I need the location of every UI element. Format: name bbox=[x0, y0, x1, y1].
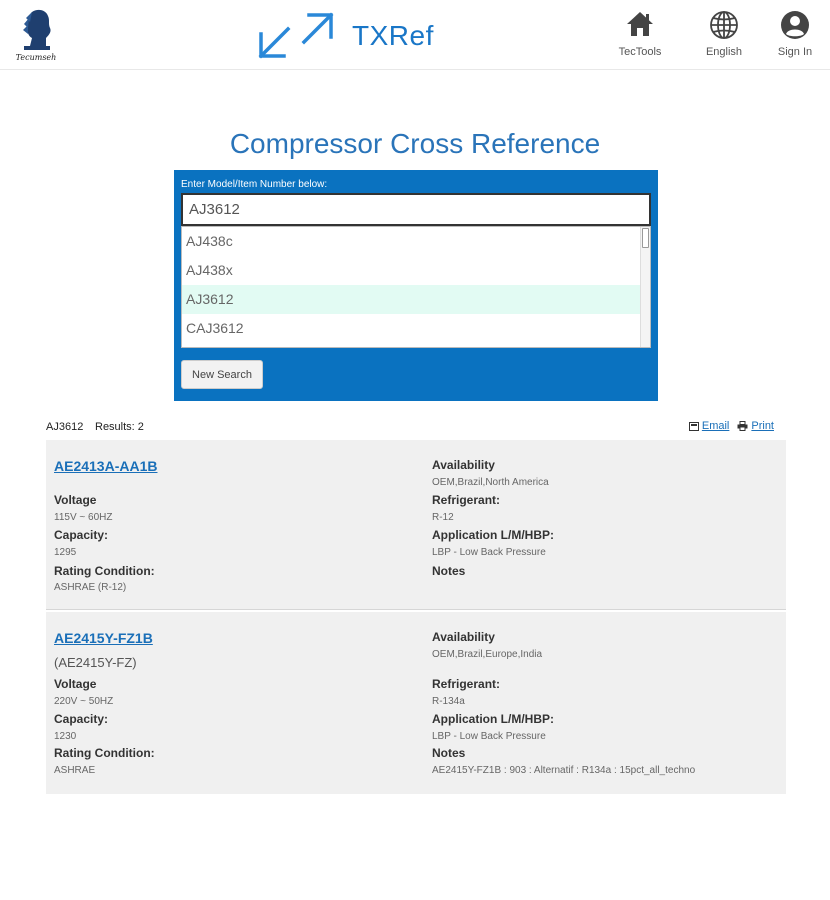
nav-tectools[interactable] bbox=[610, 10, 670, 62]
availability-label: Availability bbox=[432, 630, 495, 644]
refrigerant-label: Refrigerant: bbox=[432, 677, 501, 691]
nav-label-sign-in: Sign In bbox=[777, 46, 813, 58]
result-card bbox=[46, 440, 786, 610]
suggestion-item[interactable]: CAJ3612 bbox=[186, 320, 244, 336]
voltage-value: 220V ~ 50HZ bbox=[54, 696, 114, 707]
tecumseh-wordmark: Tecumseh bbox=[15, 53, 57, 62]
application-value: LBP - Low Back Pressure bbox=[432, 731, 546, 742]
suggestion-scrollbar[interactable] bbox=[640, 227, 650, 347]
results-count: Results: 2 bbox=[95, 421, 144, 433]
search-panel bbox=[174, 170, 658, 401]
voltage-label: Voltage bbox=[54, 493, 97, 507]
nav-sign-in[interactable] bbox=[765, 10, 825, 62]
txref-brand[interactable] bbox=[258, 12, 434, 60]
rating-value: ASHRAE bbox=[54, 765, 96, 776]
search-label: Enter Model/Item Number below: bbox=[181, 179, 328, 190]
result-card bbox=[46, 612, 786, 794]
notes-label: Notes bbox=[432, 746, 466, 760]
page-title: Compressor Cross Reference bbox=[229, 128, 601, 159]
suggestion-item[interactable]: AJ438x bbox=[186, 262, 233, 278]
capacity-label: Capacity: bbox=[54, 528, 109, 542]
tecumseh-logo[interactable] bbox=[12, 8, 60, 64]
email-icon bbox=[689, 422, 699, 431]
refrigerant-value: R-134a bbox=[432, 696, 465, 707]
globe-icon bbox=[709, 10, 739, 40]
nav-label-english: English bbox=[705, 46, 743, 58]
availability-value: OEM,Brazil,Europe,India bbox=[432, 649, 543, 660]
results-actions bbox=[681, 420, 774, 432]
voltage-value: 115V ~ 60HZ bbox=[54, 512, 113, 523]
suggestion-list bbox=[181, 226, 651, 348]
refrigerant-label: Refrigerant: bbox=[432, 493, 501, 507]
application-value: LBP - Low Back Pressure bbox=[432, 547, 546, 558]
swap-arrows-icon bbox=[258, 12, 334, 60]
voltage-label: Voltage bbox=[54, 677, 97, 691]
capacity-value: 1295 bbox=[54, 547, 77, 558]
model-link[interactable]: AE2413A-AA1B bbox=[54, 458, 158, 474]
rating-label: Rating Condition: bbox=[54, 564, 155, 578]
brand-title: TXRef bbox=[352, 20, 434, 51]
top-header bbox=[0, 0, 830, 70]
availability-label: Availability bbox=[432, 458, 495, 472]
notes-label: Notes bbox=[432, 564, 466, 578]
application-label: Application L/M/HBP: bbox=[432, 712, 554, 726]
capacity-label: Capacity: bbox=[54, 712, 109, 726]
model-search-input[interactable] bbox=[181, 193, 651, 226]
suggestion-item-active[interactable]: AJ3612 bbox=[182, 285, 650, 314]
results-query: AJ3612 bbox=[46, 421, 84, 433]
results-bar bbox=[46, 419, 786, 437]
capacity-value: 1230 bbox=[54, 731, 77, 742]
sub-model: (AE2415Y-FZ) bbox=[54, 655, 137, 670]
notes-value: AE2415Y-FZ1B : 903 : Alternatif : R134a : 15pct_all_techno bbox=[432, 765, 696, 776]
printer-icon bbox=[737, 421, 748, 431]
home-icon bbox=[625, 10, 655, 38]
email-label: Email bbox=[701, 420, 730, 432]
rating-value: ASHRAE (R-12) bbox=[54, 582, 127, 593]
print-link[interactable] bbox=[737, 420, 774, 432]
suggestion-item[interactable]: AJ438c bbox=[186, 233, 233, 249]
refrigerant-value: R-12 bbox=[432, 512, 454, 523]
chief-head-icon bbox=[12, 8, 60, 54]
nav-english[interactable] bbox=[694, 10, 754, 62]
email-link[interactable] bbox=[689, 420, 730, 432]
application-label: Application L/M/HBP: bbox=[432, 528, 554, 542]
scrollbar-thumb[interactable] bbox=[642, 228, 649, 248]
print-label: Print bbox=[751, 420, 774, 432]
user-icon bbox=[780, 10, 810, 40]
rating-label: Rating Condition: bbox=[54, 746, 155, 760]
new-search-button[interactable]: New Search bbox=[181, 360, 263, 389]
model-link[interactable]: AE2415Y-FZ1B bbox=[54, 630, 153, 646]
availability-value: OEM,Brazil,North America bbox=[432, 477, 549, 488]
nav-label-tectools: TecTools bbox=[618, 46, 662, 58]
